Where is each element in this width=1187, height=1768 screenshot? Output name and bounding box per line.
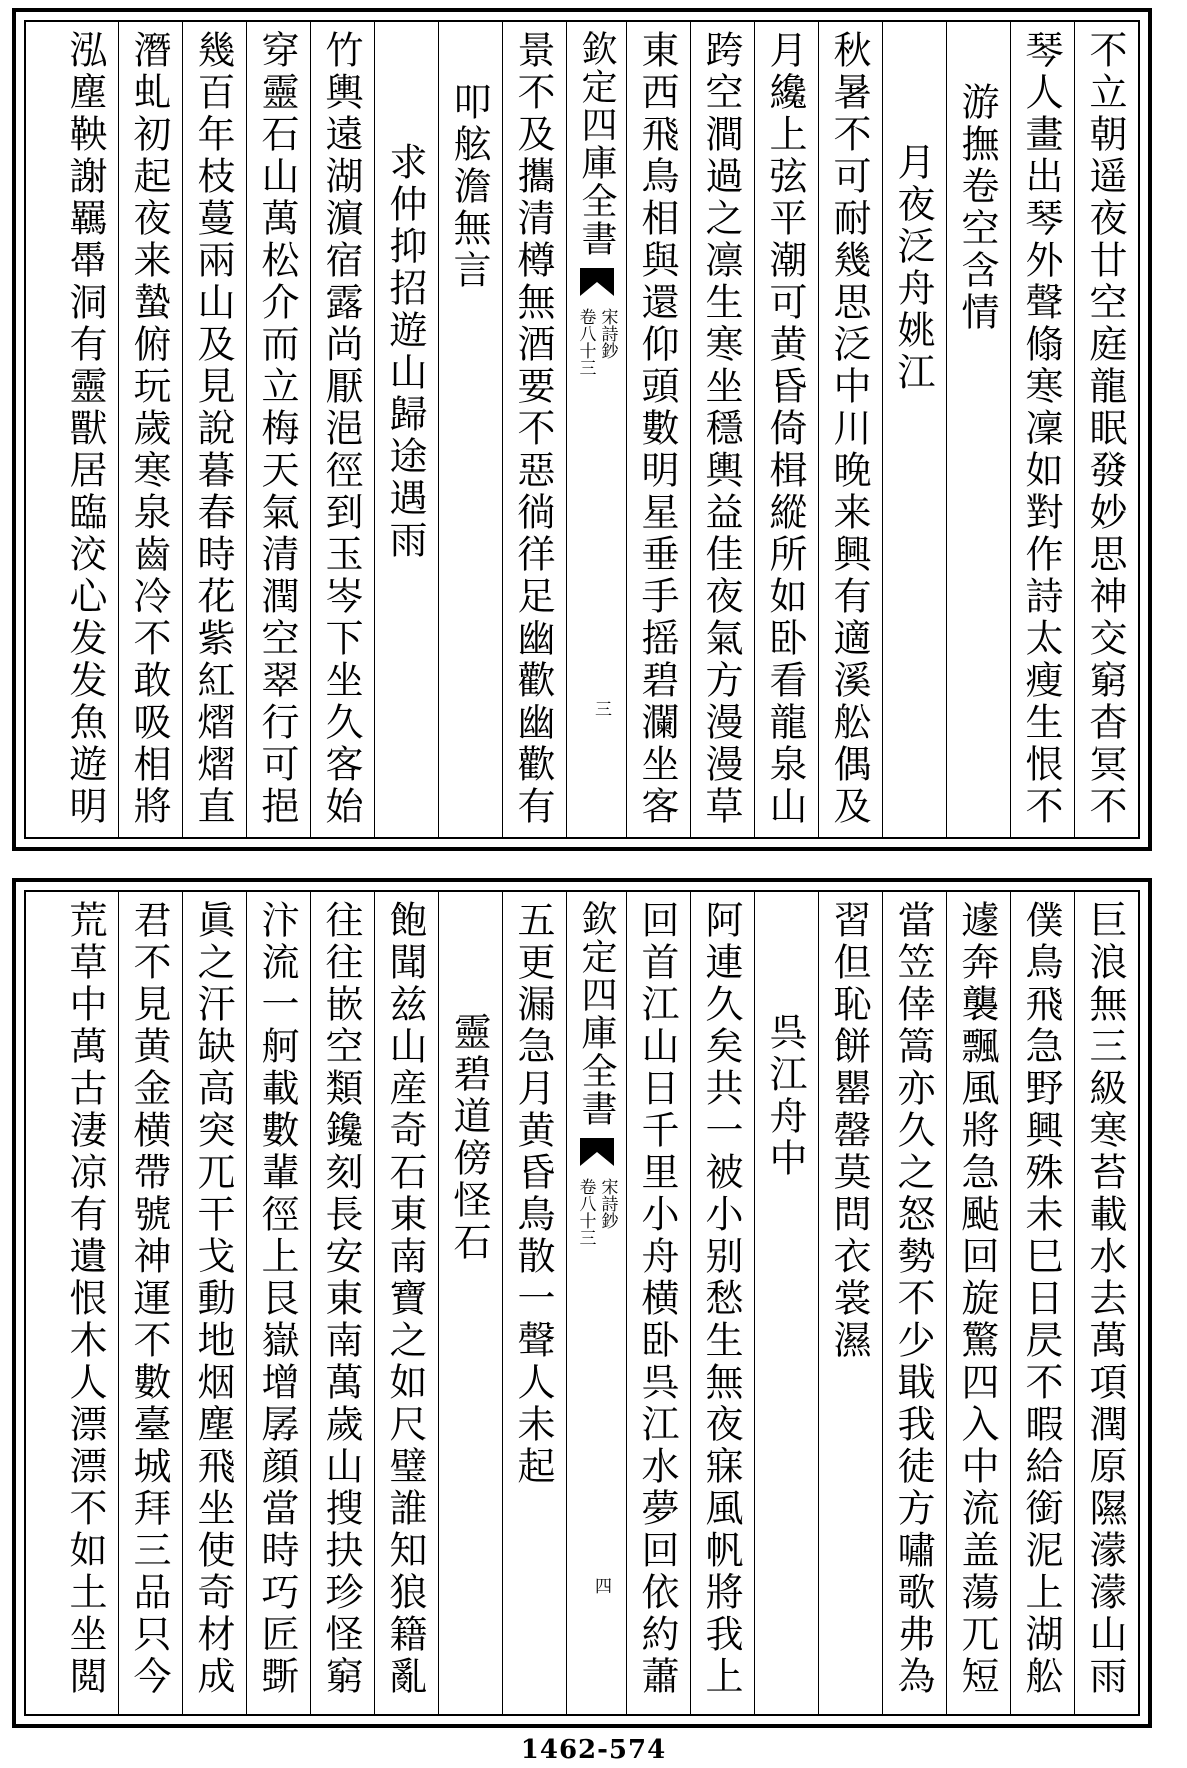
text-column: 潛虬初起夜来蟄俯玩歲寒泉齒冷不敢吸相將 (118, 22, 182, 837)
text-column: 荒草中萬古淒凉有遺恨木人漂漂不如土坐閲 (63, 900, 107, 1698)
text-column: 汴流一舸載數輩徑上艮嶽增孱顔當時巧匠斲 (246, 892, 310, 1714)
text-column: 巨浪無三級寒苔載水去萬項潤原隰濛濛山雨 (1074, 892, 1138, 1714)
text-column: 君不見黄金横帶號神運不數臺城拜三品只今 (118, 892, 182, 1714)
center-fold (566, 22, 626, 837)
text-column: 跨空澗過之凛生寒坐穩輿益佳夜氣方漫漫草 (690, 22, 754, 837)
text-column: 秋暑不可耐幾思泛中川晚来興有適溪舩偶及 (818, 22, 882, 837)
text-column: 飽聞兹山産奇石東南寶之如尺璧誰知狼籍亂 (374, 892, 438, 1714)
book-title: 宋詩鈔 (597, 1178, 618, 1229)
text-column: 琴人畫出琴外聲翛寒凜如對作詩太瘦生恨不 (1010, 22, 1074, 837)
text-column: 回首江山日千里小舟横卧呉江水夢回依約蕭 (626, 892, 690, 1714)
book-series-title: 欽定四庫全書 (576, 30, 617, 258)
fish-tail-mark-icon (580, 268, 614, 296)
text-column: 東西飛鳥相與還仰頭數明星垂手摇碧瀾坐客 (626, 22, 690, 837)
poem-title: 呉江舟中 (754, 892, 818, 1714)
fish-tail-mark-icon (580, 1138, 614, 1166)
page-top (12, 8, 1152, 851)
text-column: 僕鳥飛急野興殊未巳日昃不暇給銜泥上湖舩 (1010, 892, 1074, 1714)
text-column: 阿連久矣共一被小别愁生無夜寐風帆將我上 (690, 892, 754, 1714)
text-column: 遽奔襲飄風將急颭回旋驚四入中流盖蕩兀短 (946, 892, 1010, 1714)
page-number: 三 (591, 700, 611, 717)
text-column: 不立朝遥夜廿空庭龍眠發妙思神交窮杳冥不 (1074, 22, 1138, 837)
volume-label: 卷八十三 (575, 1178, 596, 1246)
page-bottom-frame (24, 890, 1140, 1716)
text-column: 往往嵌空類鑱刻長安東南萬歲山搜抉珍怪窮 (310, 892, 374, 1714)
page-number: 四 (591, 1577, 611, 1594)
center-fold (566, 892, 626, 1714)
poem-title: 靈碧道傍怪石 (438, 892, 502, 1714)
volume-label: 卷八十三 (575, 308, 596, 376)
book-title: 宋詩鈔 (597, 308, 618, 359)
text-column: 穿靈石山萬松介而立梅天氣清潤空翠行可挹 (246, 22, 310, 837)
text-column: 景不及攜清樽無酒要不惡徜徉足幽歡幽歡有 (502, 22, 566, 837)
page-footer-number: 1462-574 (520, 1735, 667, 1765)
text-column: 竹輿遠湖濵宿露尚厭浥徑到玉岑下坐久客始 (310, 22, 374, 837)
text-column: 泓塵鞅謝羈馽洞有靈獸居臨洨心发发魚遊明 (63, 30, 107, 828)
text-column: 眞之汗缺高突兀干戈動地烟塵飛坐使奇材成 (182, 892, 246, 1714)
text-column: 幾百年枝蔓兩山及見說暮春時花紫紅熠熠直 (182, 22, 246, 837)
poem-title: 求仲抑招遊山歸途遇雨 (374, 22, 438, 837)
text-column: 月纔上弦平潮可黄昏倚楫縱所如卧看龍泉山 (754, 22, 818, 837)
text-column: 習但恥餅罌罄莫問衣裳濕 (818, 892, 882, 1714)
page-top-frame (24, 20, 1140, 839)
poem-title: 月夜泛舟姚江 (882, 22, 946, 837)
text-column: 游撫卷空含情 (946, 22, 1010, 837)
text-column: 當笠倖篙亦久之怒勢不少戢我徒方嘯歌弗為 (882, 892, 946, 1714)
book-series-title: 欽定四庫全書 (576, 900, 617, 1128)
text-column: 五更漏急月黄昏鳥散一聲人未起 (502, 892, 566, 1714)
page-bottom (12, 878, 1152, 1728)
text-column: 叩舷澹無言 (438, 22, 502, 837)
